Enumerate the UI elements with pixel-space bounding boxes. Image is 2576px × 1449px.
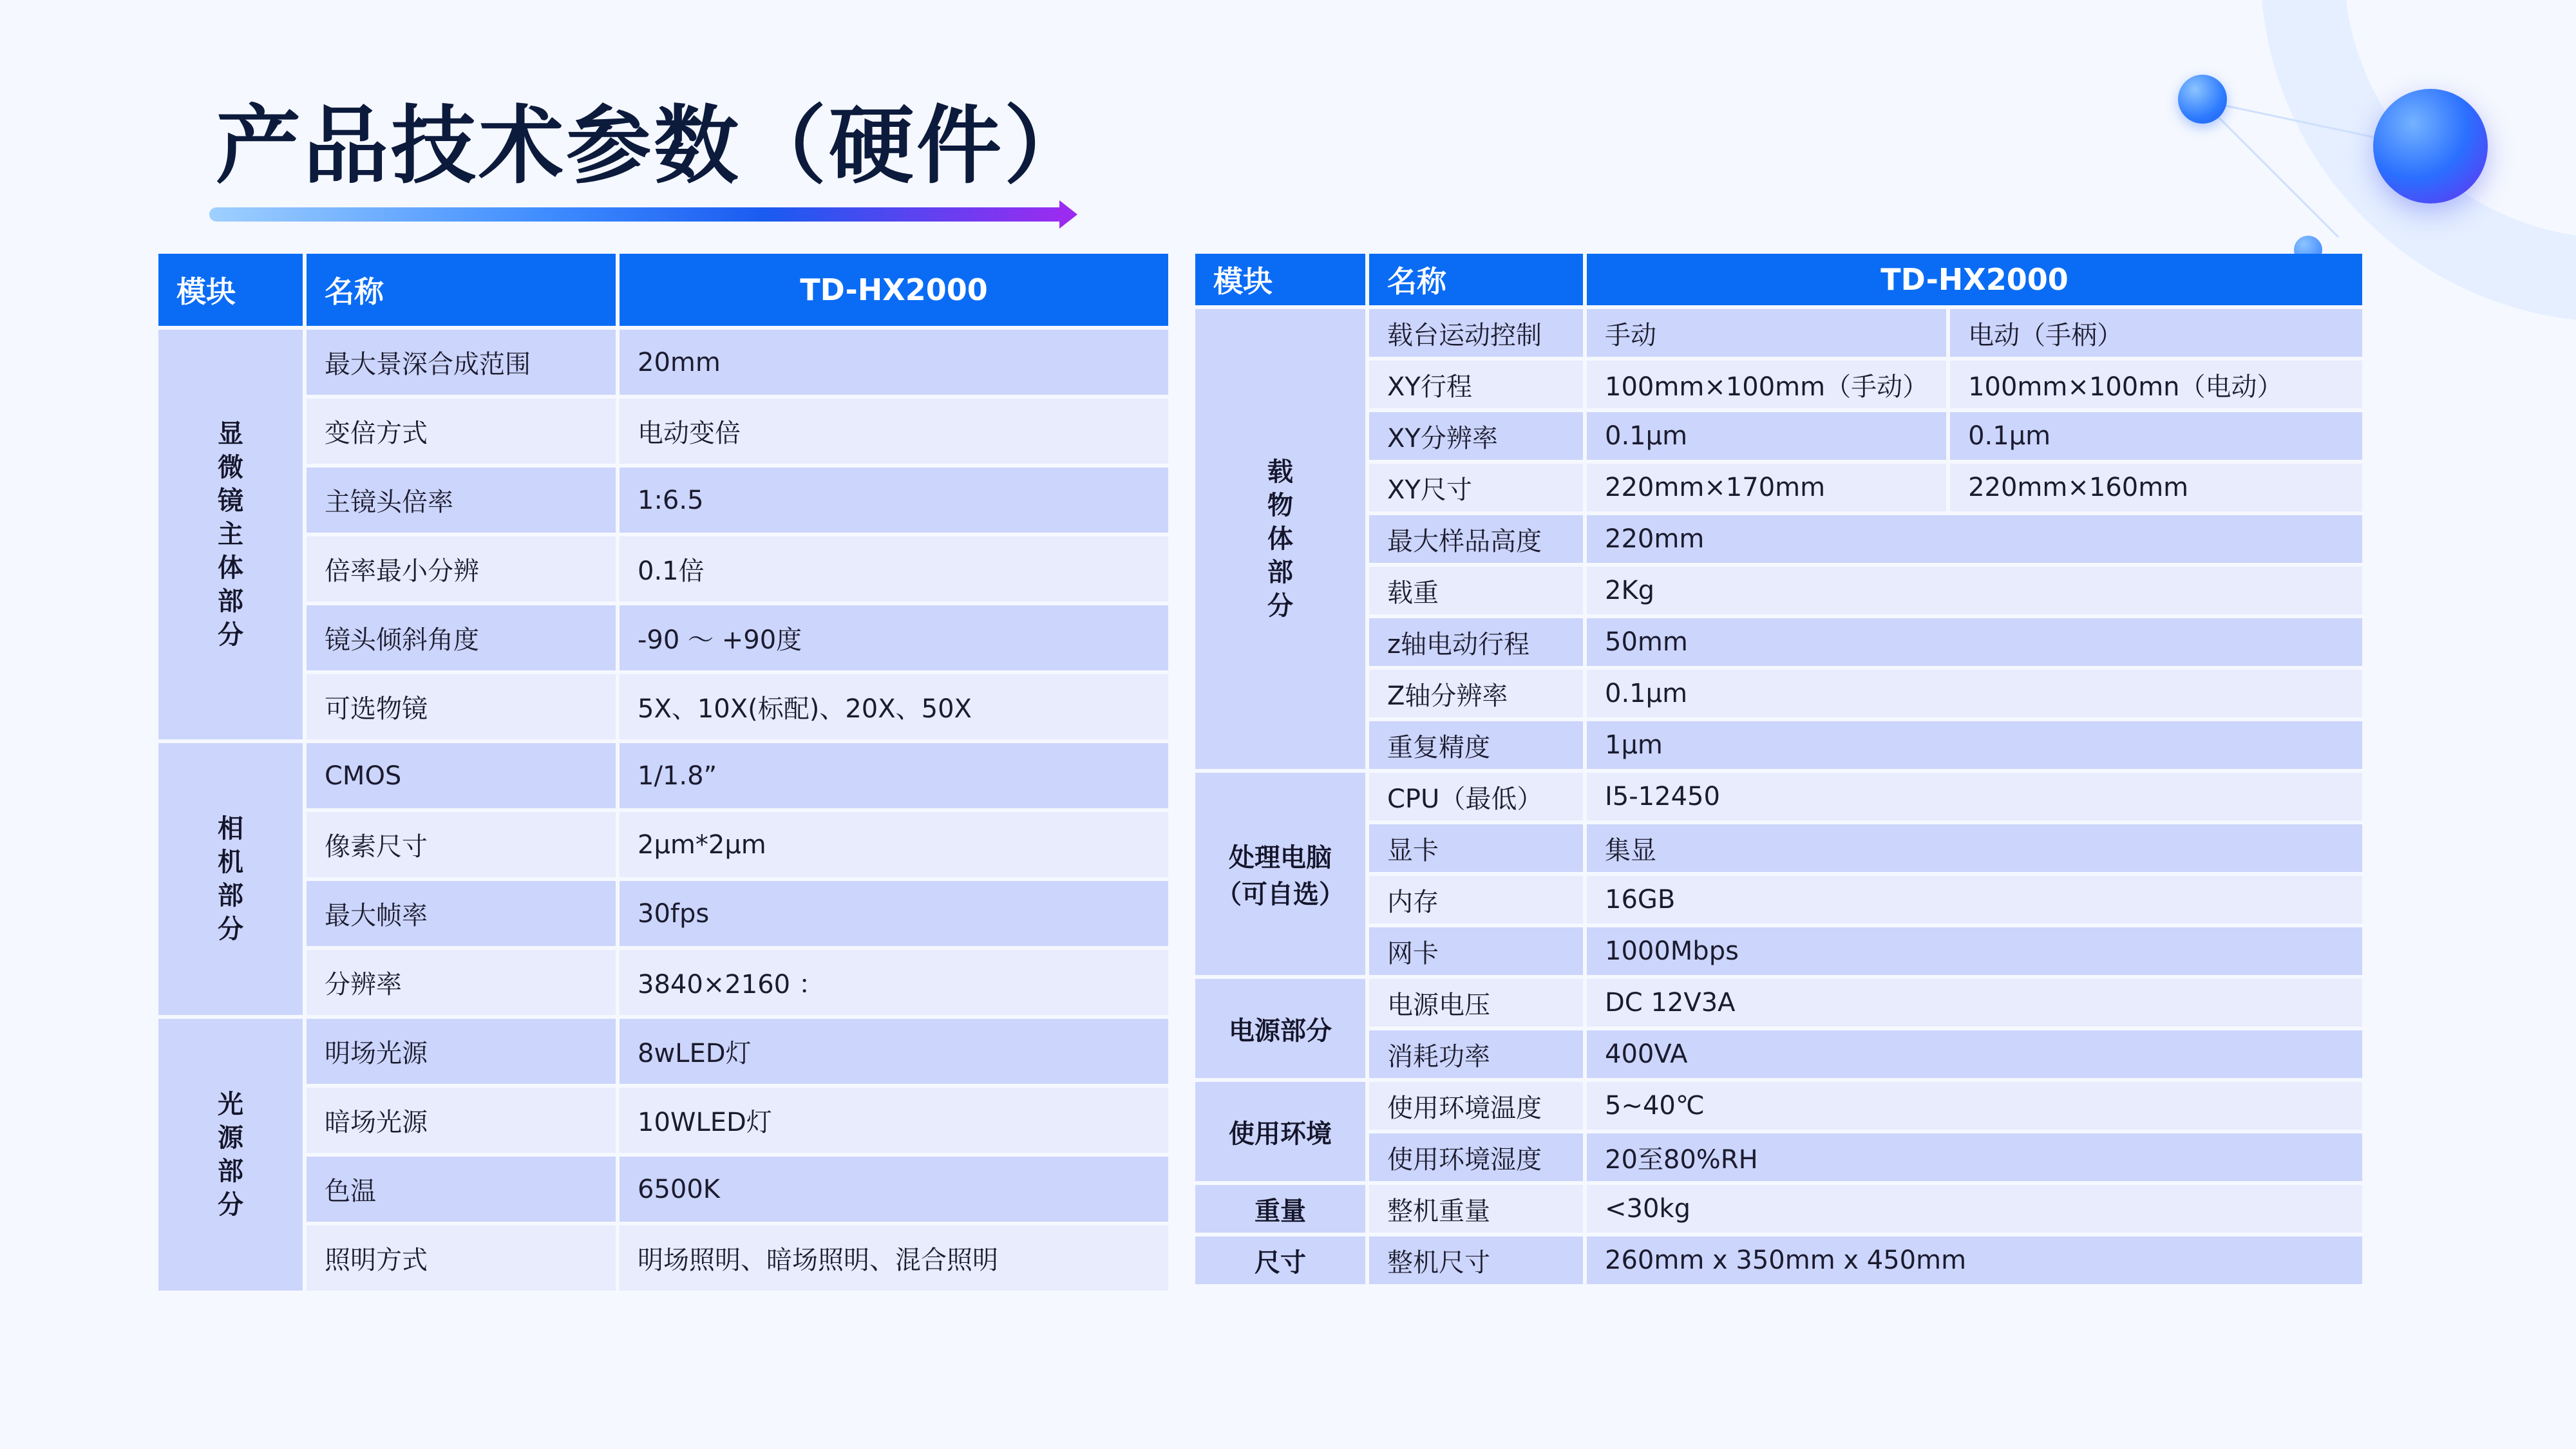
table-row [158,330,1168,395]
group-label-computer-line1: 处理电脑 [1229,843,1332,873]
spec-name: CPU（最低） [1369,773,1583,820]
spec-name: 使用环境温度 [1369,1082,1583,1130]
group-label-weight: 重量 [1195,1185,1365,1233]
spec-value: 20mm [620,330,1168,395]
spec-value-electric: 电动（手柄） [1950,309,2362,357]
table-row [158,1088,1168,1153]
spec-name: 网卡 [1369,927,1583,975]
table-row [1195,1185,2362,1233]
table-row [1195,515,2362,563]
table-row [158,881,1168,946]
spec-value: 1μm [1587,721,2362,769]
spec-value-electric: 220mm×160mm [1950,464,2362,511]
spec-name: XY尺寸 [1369,464,1583,511]
spec-name: 最大景深合成范围 [307,330,616,395]
header-module: 模块 [1195,254,1365,305]
spec-name: 暗场光源 [307,1088,616,1153]
spec-name: 倍率最小分辨 [307,536,616,601]
group-label-camera: 相 机 部 分 [158,743,303,1015]
spec-value: 20至80%RH [1587,1133,2362,1181]
table-row [1195,361,2362,408]
spec-name: 显卡 [1369,824,1583,872]
hardware-spec-table-left [155,250,1172,1294]
title-underline-arrow-icon [1059,200,1077,229]
header-name: 名称 [307,254,616,326]
spec-name: 可选物镜 [307,674,616,739]
spec-value-electric: 0.1μm [1950,412,2362,460]
spec-name: 色温 [307,1157,616,1222]
spec-value: 2Kg [1587,567,2362,614]
spec-name: Z轴分辨率 [1369,670,1583,717]
spec-value-manual: 100mm×100mm（手动） [1587,361,1946,408]
group-label-power: 电源部分 [1195,979,1365,1078]
spec-value: 50mm [1587,618,2362,666]
table-row [1195,670,2362,717]
spec-name: 电源电压 [1369,979,1583,1027]
table-row [1195,721,2362,769]
table-row [158,468,1168,533]
spec-value: 0.1μm [1587,670,2362,717]
spec-name: z轴电动行程 [1369,618,1583,666]
spec-value: 3840×2160 ： [620,950,1168,1015]
table-row [1195,876,2362,923]
spec-name: 明场光源 [307,1019,616,1084]
spec-value: 5~40℃ [1587,1082,2362,1130]
spec-value: 260mm x 350mm x 450mm [1587,1236,2362,1284]
group-label-computer-line2: （可自选） [1216,880,1345,909]
spec-value: 5X、10X(标配)、20X、50X [620,674,1168,739]
spec-name: 最大样品高度 [1369,515,1583,563]
spec-name: 分辨率 [307,950,616,1015]
group-label-environment: 使用环境 [1195,1082,1365,1181]
group-label-stage: 载 物 体 部 分 [1195,309,1365,769]
header-model: TD-HX2000 [620,254,1168,326]
table-row [158,674,1168,739]
table-row [158,743,1168,808]
spec-value-manual: 0.1μm [1587,412,1946,460]
spec-value: 400VA [1587,1030,2362,1078]
spec-value: DC 12V3A [1587,979,2362,1027]
spec-name: XY行程 [1369,361,1583,408]
spec-value: 8wLED灯 [620,1019,1168,1084]
table-row [1195,567,2362,614]
group-label-microscope: 显 微 镜 主 体 部 分 [158,330,303,739]
title-underline-gradient [209,207,1066,222]
spec-name: 内存 [1369,876,1583,923]
spec-name: 像素尺寸 [307,812,616,877]
spec-value: 6500K [620,1157,1168,1222]
spec-name: XY分辨率 [1369,412,1583,460]
table-header-row [1195,254,2362,305]
spec-value: 16GB [1587,876,2362,923]
spec-value-electric: 100mm×100mn（电动） [1950,361,2362,408]
spec-name: 消耗功率 [1369,1030,1583,1078]
spec-name: 照明方式 [307,1226,616,1291]
spec-name: 使用环境湿度 [1369,1133,1583,1181]
table-row [1195,412,2362,460]
spec-value-manual: 220mm×170mm [1587,464,1946,511]
spec-name: 镜头倾斜角度 [307,605,616,670]
table-row [158,1019,1168,1084]
group-label-dimensions: 尺寸 [1195,1236,1365,1284]
table-row [158,605,1168,670]
table-row [158,1226,1168,1291]
spec-value: I5-12450 [1587,773,2362,820]
table-row [1195,1030,2362,1078]
spec-name: 重复精度 [1369,721,1583,769]
spec-name: 最大帧率 [307,881,616,946]
table-row [1195,1236,2362,1284]
table-row [1195,927,2362,975]
spec-value: 220mm [1587,515,2362,563]
spec-value-manual: 手动 [1587,309,1946,357]
table-row [158,812,1168,877]
spec-value: 集显 [1587,824,2362,872]
table-row [158,1157,1168,1222]
table-row [1195,1133,2362,1181]
spec-value: 电动变倍 [620,399,1168,464]
header-model: TD-HX2000 [1587,254,2362,305]
spec-value: 10WLED灯 [620,1088,1168,1153]
spec-name: 变倍方式 [307,399,616,464]
spec-name: CMOS [307,743,616,808]
spec-value: 0.1倍 [620,536,1168,601]
table-row [1195,464,2362,511]
table-row [1195,309,2362,357]
spec-name: 载重 [1369,567,1583,614]
spec-value: 2μm*2μm [620,812,1168,877]
table-row [1195,979,2362,1027]
spec-value: 1:6.5 [620,468,1168,533]
spec-value: 1000Mbps [1587,927,2362,975]
spec-name: 整机尺寸 [1369,1236,1583,1284]
spec-value: -90 ～ +90度 [620,605,1168,670]
table-row [1195,618,2362,666]
table-row [1195,1082,2362,1130]
table-row [158,399,1168,464]
page-title: 产品技术参数（硬件） [216,97,1092,196]
decorative-sphere-large [2373,89,2488,204]
header-module: 模块 [158,254,303,326]
spec-value: 30fps [620,881,1168,946]
header-name: 名称 [1369,254,1583,305]
decorative-sphere-small [2178,75,2227,124]
spec-name: 载台运动控制 [1369,309,1583,357]
spec-name: 主镜头倍率 [307,468,616,533]
group-label-light-source: 光 源 部 分 [158,1019,303,1291]
table-row [1195,824,2362,872]
spec-value: 明场照明、暗场照明、混合照明 [620,1226,1168,1291]
table-row [158,950,1168,1015]
hardware-spec-table-right [1191,250,2366,1288]
spec-value: 1/1.8” [620,743,1168,808]
table-row [158,536,1168,601]
spec-value: <30kg [1587,1185,2362,1233]
table-row [1195,773,2362,820]
table-header-row [158,254,1168,326]
spec-name: 整机重量 [1369,1185,1583,1233]
group-label-computer [1195,773,1365,975]
